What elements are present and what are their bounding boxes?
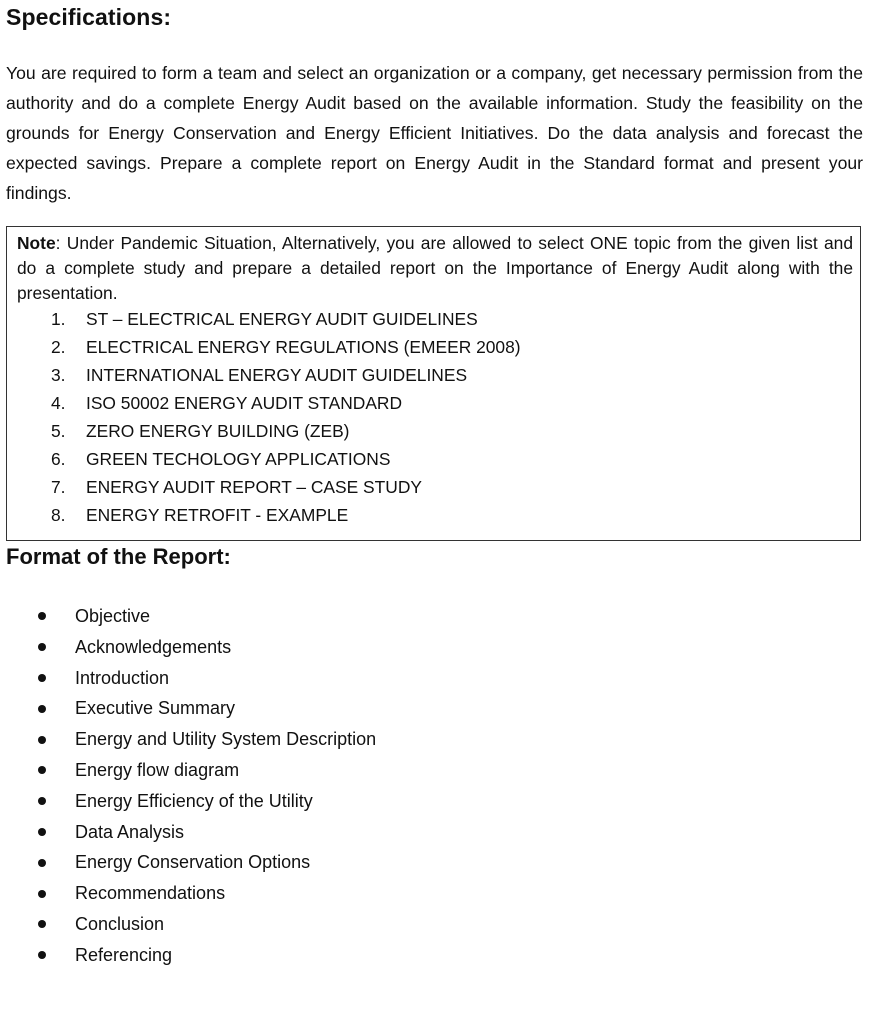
topic-item bbox=[51, 333, 521, 361]
topic-number: 5. bbox=[51, 421, 66, 441]
topic-number: 3. bbox=[51, 365, 66, 385]
topic-item bbox=[51, 361, 521, 389]
topic-text: ISO 50002 ENERGY AUDIT STANDARD bbox=[86, 393, 403, 413]
bullet-icon bbox=[38, 674, 46, 682]
format-list-item bbox=[38, 601, 376, 632]
bullet-icon bbox=[38, 920, 46, 928]
bullet-icon bbox=[38, 859, 46, 867]
topic-item bbox=[51, 473, 521, 501]
bullet-icon bbox=[38, 705, 46, 713]
bullet-icon bbox=[38, 951, 46, 959]
format-list bbox=[38, 601, 376, 971]
bullet-icon bbox=[38, 612, 46, 620]
format-list-item bbox=[38, 847, 376, 878]
topic-text: ELECTRICAL ENERGY REGULATIONS (EMEER 2008) bbox=[86, 337, 521, 357]
format-list-item bbox=[38, 909, 376, 940]
topic-number: 2. bbox=[51, 337, 66, 357]
format-item-text: Referencing bbox=[75, 944, 173, 965]
topic-item bbox=[51, 305, 521, 333]
format-list-item bbox=[38, 755, 376, 786]
bullet-icon bbox=[38, 643, 46, 651]
topic-number: 8. bbox=[51, 505, 66, 525]
topic-item bbox=[51, 501, 521, 529]
topic-list bbox=[51, 305, 521, 529]
format-item-text: Energy flow diagram bbox=[75, 759, 240, 780]
format-list-item bbox=[38, 940, 376, 971]
topic-text: ST – ELECTRICAL ENERGY AUDIT GUIDELINES bbox=[86, 309, 478, 329]
format-item-text: Energy Conservation Options bbox=[75, 852, 311, 873]
specifications-paragraph: You are required to form a team and select an organization or a company, get necessary permission from the authority and do a complete Energy Audit based on the available information. Study the feasibility on the grounds for Energy Conservation and Energy Efficient Initiatives. Do the data analysis and forecast the expected savings. Prepare a complete report on Energy Audit in the Standard format and present your findings. bbox=[6, 63, 863, 203]
format-item-text: Energy and Utility System Description bbox=[75, 729, 377, 750]
bullet-icon bbox=[38, 797, 46, 805]
format-item-text: Executive Summary bbox=[75, 698, 236, 719]
note-body: : Under Pandemic Situation, Alternatively, you are allowed to select ONE topic from the given list and do a complete study and prepare a detailed report on the Importance of Energy Audit along with the presentation. bbox=[17, 233, 853, 303]
bullet-icon bbox=[38, 828, 46, 836]
format-list-item bbox=[38, 878, 376, 909]
topic-text: ENERGY RETROFIT - EXAMPLE bbox=[86, 505, 349, 525]
format-list-item bbox=[38, 693, 376, 724]
bullet-icon bbox=[38, 736, 46, 744]
format-item-text: Objective bbox=[75, 606, 151, 626]
format-list-item bbox=[38, 724, 376, 755]
topic-text: GREEN TECHOLOGY APPLICATIONS bbox=[86, 449, 391, 469]
topic-number: 6. bbox=[51, 449, 66, 469]
format-list-item bbox=[38, 632, 376, 663]
format-item-text: Acknowledgements bbox=[75, 636, 232, 657]
topic-item bbox=[51, 389, 521, 417]
note-label: Note bbox=[17, 233, 56, 253]
format-list-item bbox=[38, 786, 376, 817]
topic-text: INTERNATIONAL ENERGY AUDIT GUIDELINES bbox=[86, 365, 468, 385]
format-item-text: Recommendations bbox=[75, 883, 226, 904]
format-item-text: Conclusion bbox=[75, 913, 165, 934]
topic-text: ZERO ENERGY BUILDING (ZEB) bbox=[86, 421, 350, 441]
topic-number: 7. bbox=[51, 477, 66, 497]
topic-number: 4. bbox=[51, 393, 66, 413]
topic-text: ENERGY AUDIT REPORT – CASE STUDY bbox=[86, 477, 422, 497]
topic-item bbox=[51, 417, 521, 445]
note-text bbox=[17, 231, 853, 306]
specifications-heading: Specifications: bbox=[6, 4, 172, 30]
bullet-icon bbox=[38, 890, 46, 898]
format-list-item bbox=[38, 663, 376, 694]
format-item-text: Energy Efficiency of the Utility bbox=[75, 790, 313, 811]
bullet-icon bbox=[38, 766, 46, 774]
note-box bbox=[6, 226, 861, 541]
format-list-item bbox=[38, 817, 376, 848]
topic-number: 1. bbox=[51, 309, 66, 329]
format-item-text: Introduction bbox=[75, 667, 170, 688]
format-item-text: Data Analysis bbox=[75, 821, 185, 842]
topic-item bbox=[51, 445, 521, 473]
format-heading: Format of the Report: bbox=[6, 544, 231, 569]
